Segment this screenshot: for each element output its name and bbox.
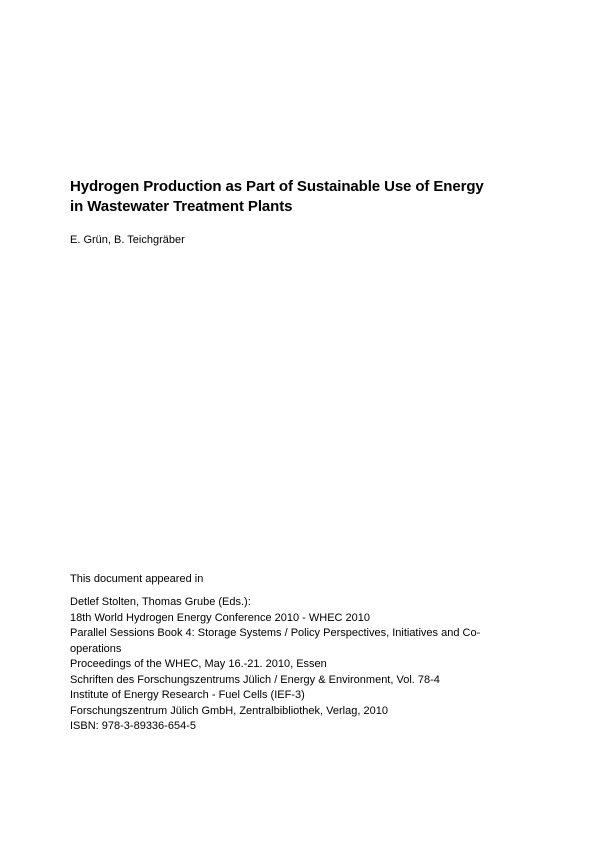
citation-proceedings: Proceedings of the WHEC, May 16.-21. 2010, Essen	[70, 658, 327, 670]
citation-institute: Institute of Energy Research - Fuel Cells (IEF-3)	[70, 689, 305, 701]
paper-title-line-1: Hydrogen Production as Part of Sustainable Use of Energy	[70, 178, 484, 195]
citation-book: Parallel Sessions Book 4: Storage Systems / Policy Perspectives, Initiatives and Co-	[70, 627, 481, 639]
citation-isbn: ISBN: 978-3-89336-654-5	[70, 720, 196, 732]
citation-editors: Detlef Stolten, Thomas Grube (Eds.):	[70, 596, 251, 608]
paper-title	[70, 177, 540, 217]
citation-book-continued: operations	[70, 642, 122, 655]
citation-series: Schriften des Forschungszentrums Jülich / Energy & Environment, Vol. 78-4	[70, 673, 440, 686]
paper-title-line-2: in Wastewater Treatment Plants	[70, 198, 293, 215]
citation-publisher: Forschungszentrum Jülich GmbH, Zentralbibliothek, Verlag, 2010	[70, 704, 388, 717]
appeared-in-label: This document appeared in	[70, 573, 204, 585]
publication-info	[70, 572, 540, 735]
citation-conference: 18th World Hydrogen Energy Conference 2010 - WHEC 2010	[70, 611, 371, 624]
paper-authors: E. Grün, B. Teichgräber	[70, 234, 185, 246]
